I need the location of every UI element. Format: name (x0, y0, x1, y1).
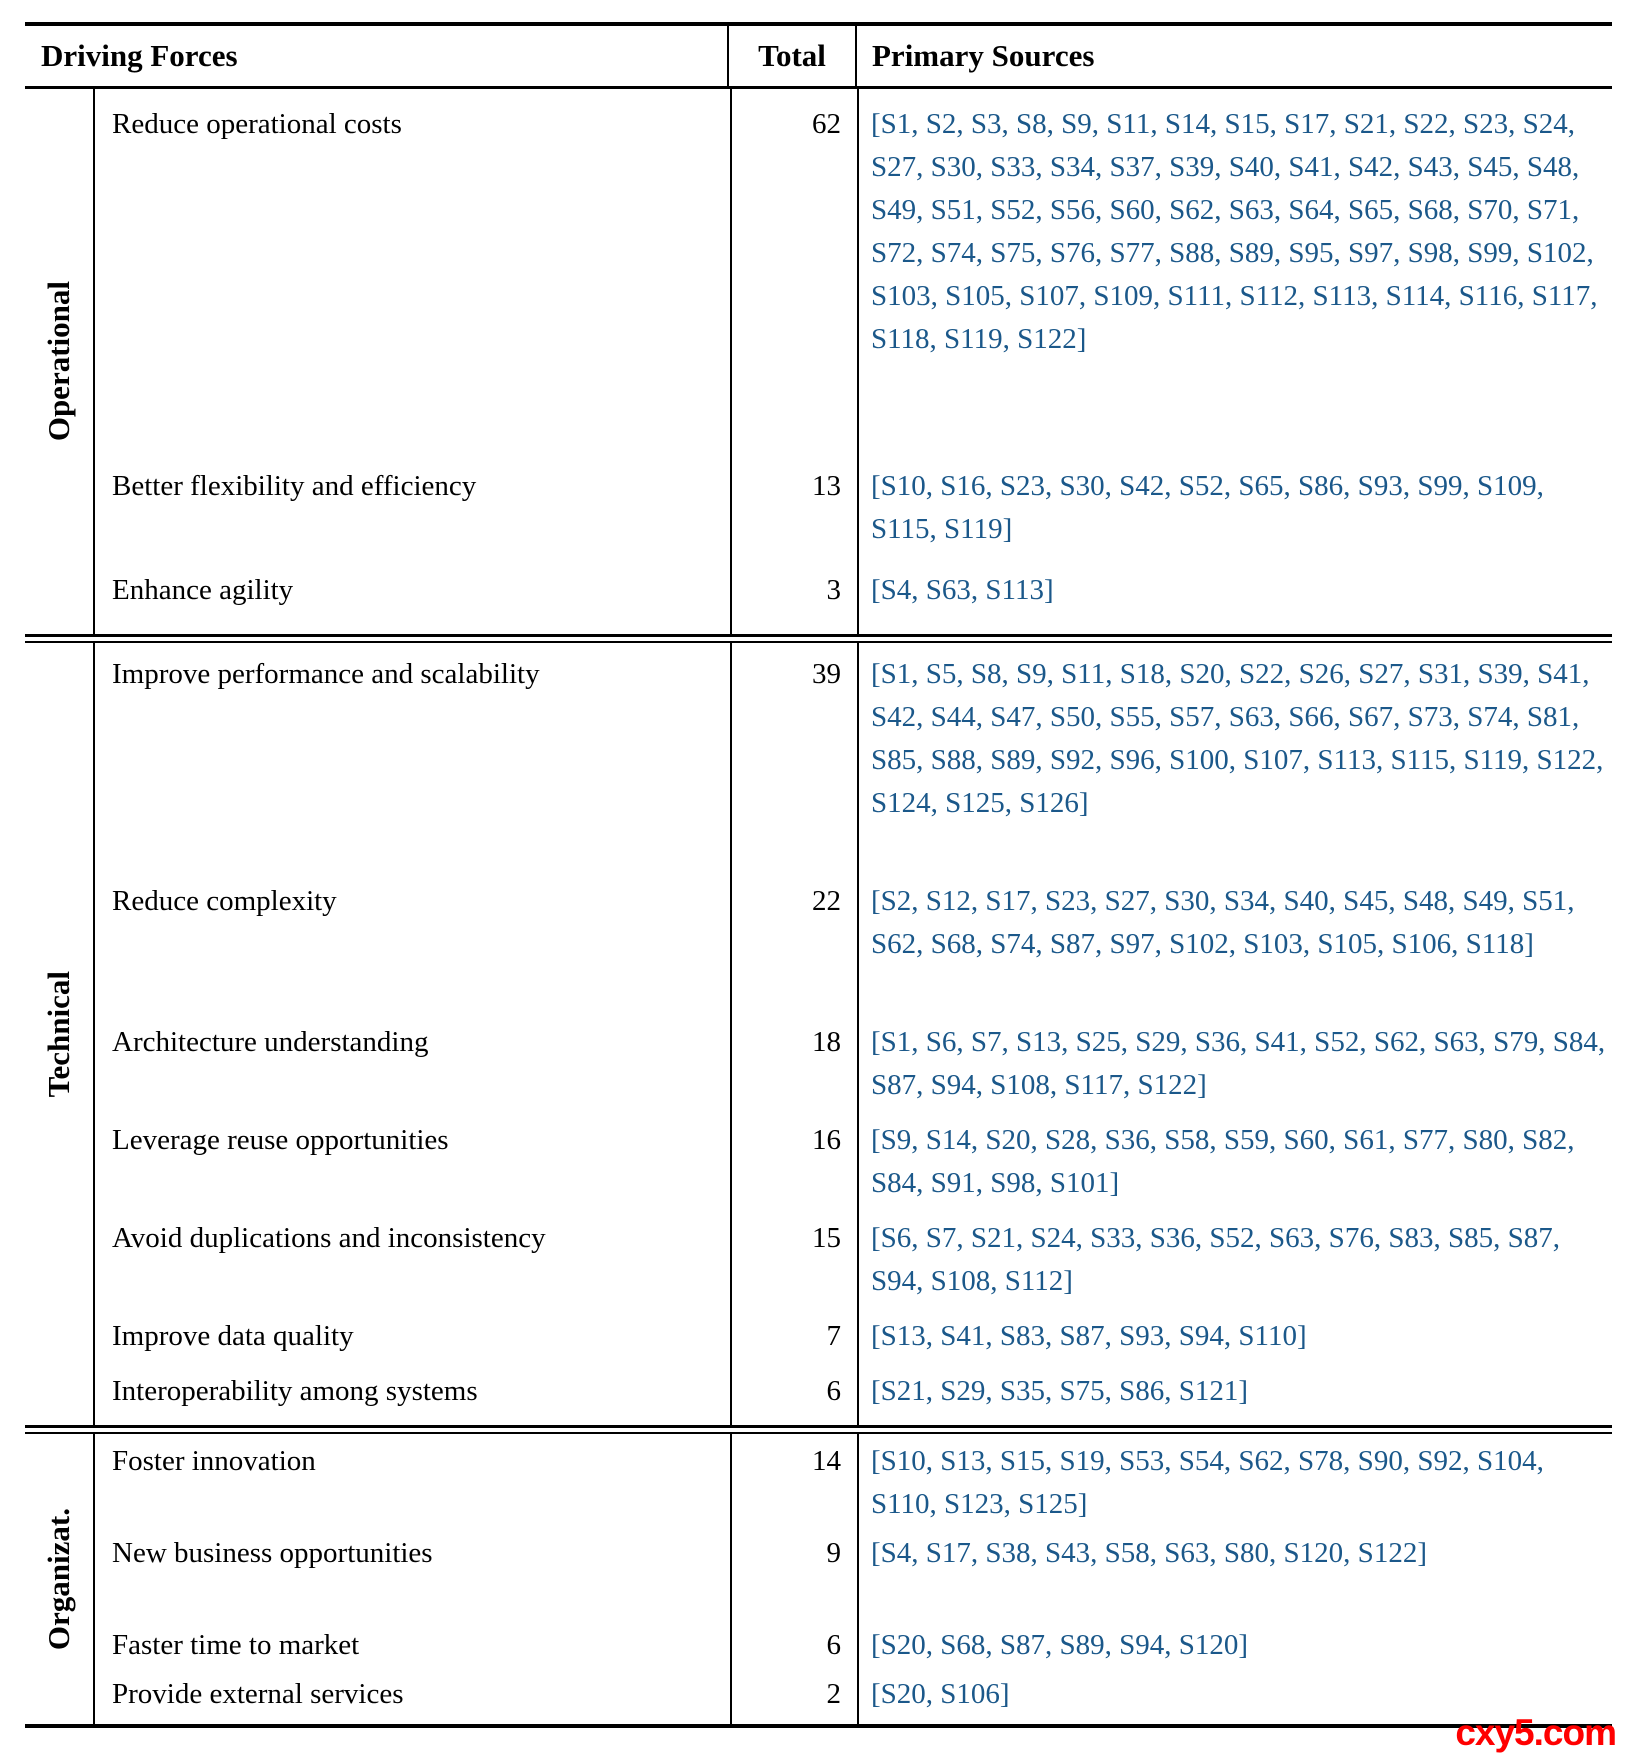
total-count: 6 (826, 1375, 841, 1407)
column-header-primary-sources: Primary Sources (872, 38, 1095, 73)
table-row (95, 1440, 1612, 1526)
table-row (95, 880, 1612, 1009)
total-count: 39 (812, 658, 841, 690)
column-header-total: Total (727, 26, 857, 86)
driving-force-label: Improve performance and scalability (112, 658, 540, 690)
group-operational (25, 89, 1612, 634)
driving-force-label: Leverage reuse opportunities (112, 1124, 449, 1156)
primary-sources-citations[interactable]: [S4, S63, S113] (871, 574, 1054, 606)
total-count: 62 (812, 108, 841, 140)
table-row (95, 1021, 1612, 1107)
driving-force-label: Enhance agility (112, 574, 294, 606)
primary-sources-citations[interactable]: [S1, S6, S7, S13, S25, S29, S36, S41, S52, S62, S63, S79, S84, S87, S94, S108, S117, S122] (871, 1026, 1606, 1101)
category-cell (25, 1434, 95, 1724)
total-count: 3 (826, 574, 841, 606)
driving-force-label: Avoid duplications and inconsistency (112, 1222, 546, 1254)
total-count: 15 (812, 1222, 841, 1254)
total-count: 16 (812, 1124, 841, 1156)
section-divider-rule (25, 634, 1612, 643)
driving-force-label: Provide external services (112, 1678, 404, 1710)
table-row (95, 1624, 1612, 1667)
total-count: 14 (812, 1445, 841, 1477)
category-label-organizational: Organizat. (41, 1507, 76, 1651)
column-header-driving-forces: Driving Forces (41, 38, 238, 73)
driving-force-label: Better flexibility and efficiency (112, 470, 477, 502)
driving-force-label: Foster innovation (112, 1445, 316, 1477)
primary-sources-citations[interactable]: [S13, S41, S83, S87, S93, S94, S110] (871, 1320, 1307, 1352)
table-row (95, 1673, 1612, 1716)
driving-force-label: Improve data quality (112, 1320, 354, 1352)
group-rows (95, 89, 1612, 634)
category-cell (25, 643, 95, 1425)
section-divider-rule (25, 1425, 1612, 1434)
table-row (95, 1532, 1612, 1618)
table-row (95, 653, 1612, 868)
total-count: 9 (826, 1537, 841, 1569)
group-organizational (25, 1434, 1612, 1724)
primary-sources-citations[interactable]: [S20, S106] (871, 1678, 1010, 1710)
table-row (95, 1315, 1612, 1358)
primary-sources-citations[interactable]: [S10, S16, S23, S30, S42, S52, S65, S86, S93, S99, S109, S115, S119] (871, 470, 1544, 545)
category-label-operational: Operational (41, 281, 76, 442)
total-count: 13 (812, 470, 841, 502)
total-count: 6 (826, 1629, 841, 1661)
table-row (95, 465, 1612, 551)
table-row (95, 103, 1612, 447)
primary-sources-citations[interactable]: [S1, S2, S3, S8, S9, S11, S14, S15, S17, S21, S22, S23, S24, S27, S30, S33, S34, S37, S39, S40, S41, S42, S43, S45, S48, S49, S51, S52, S56, S60, S62, S63, S64, S65, S68, S70, S71, S72, S74, S75, S76, S77, S88, S89, S95, S97, S98, S99, S102, S103, S105, S107, S109, S111, S112, S113, S114, S116, S117, S118, S119, S122] (871, 108, 1598, 355)
driving-force-label: New business opportunities (112, 1537, 433, 1569)
total-count: 2 (826, 1678, 841, 1710)
driving-forces-table (25, 22, 1612, 1728)
table-row (95, 569, 1612, 612)
primary-sources-citations[interactable]: [S20, S68, S87, S89, S94, S120] (871, 1629, 1249, 1661)
category-label-technical: Technical (41, 970, 76, 1098)
total-count: 7 (826, 1320, 841, 1352)
table-header-row (25, 26, 1612, 89)
group-rows (95, 643, 1612, 1425)
primary-sources-citations[interactable]: [S4, S17, S38, S43, S58, S63, S80, S120, S122] (871, 1537, 1427, 1569)
total-count: 22 (812, 885, 841, 917)
primary-sources-citations[interactable]: [S2, S12, S17, S23, S27, S30, S34, S40, S45, S48, S49, S51, S62, S68, S74, S87, S97, S102, S103, S105, S106, S118] (871, 885, 1575, 960)
watermark: cxy5.com (1455, 1712, 1616, 1753)
driving-force-label: Faster time to market (112, 1629, 360, 1661)
category-cell (25, 89, 95, 634)
primary-sources-citations[interactable]: [S21, S29, S35, S75, S86, S121] (871, 1375, 1249, 1407)
table-row (95, 1217, 1612, 1303)
driving-force-label: Interoperability among systems (112, 1375, 478, 1407)
primary-sources-citations[interactable]: [S1, S5, S8, S9, S11, S18, S20, S22, S26, S27, S31, S39, S41, S42, S44, S47, S50, S55, S57, S63, S66, S67, S73, S74, S81, S85, S88, S89, S92, S96, S100, S107, S113, S115, S119, S122, S124, S125, S126] (871, 658, 1604, 819)
primary-sources-citations[interactable]: [S10, S13, S15, S19, S53, S54, S62, S78, S90, S92, S104, S110, S123, S125] (871, 1445, 1544, 1520)
group-rows (95, 1434, 1612, 1724)
table-row (95, 1370, 1612, 1413)
driving-force-label: Reduce complexity (112, 885, 337, 917)
group-technical (25, 643, 1612, 1425)
primary-sources-citations[interactable]: [S6, S7, S21, S24, S33, S36, S52, S63, S76, S83, S85, S87, S94, S108, S112] (871, 1222, 1560, 1297)
driving-force-label: Architecture understanding (112, 1026, 429, 1058)
primary-sources-citations[interactable]: [S9, S14, S20, S28, S36, S58, S59, S60, S61, S77, S80, S82, S84, S91, S98, S101] (871, 1124, 1575, 1199)
table-row (95, 1119, 1612, 1205)
driving-force-label: Reduce operational costs (112, 108, 402, 140)
total-count: 18 (812, 1026, 841, 1058)
